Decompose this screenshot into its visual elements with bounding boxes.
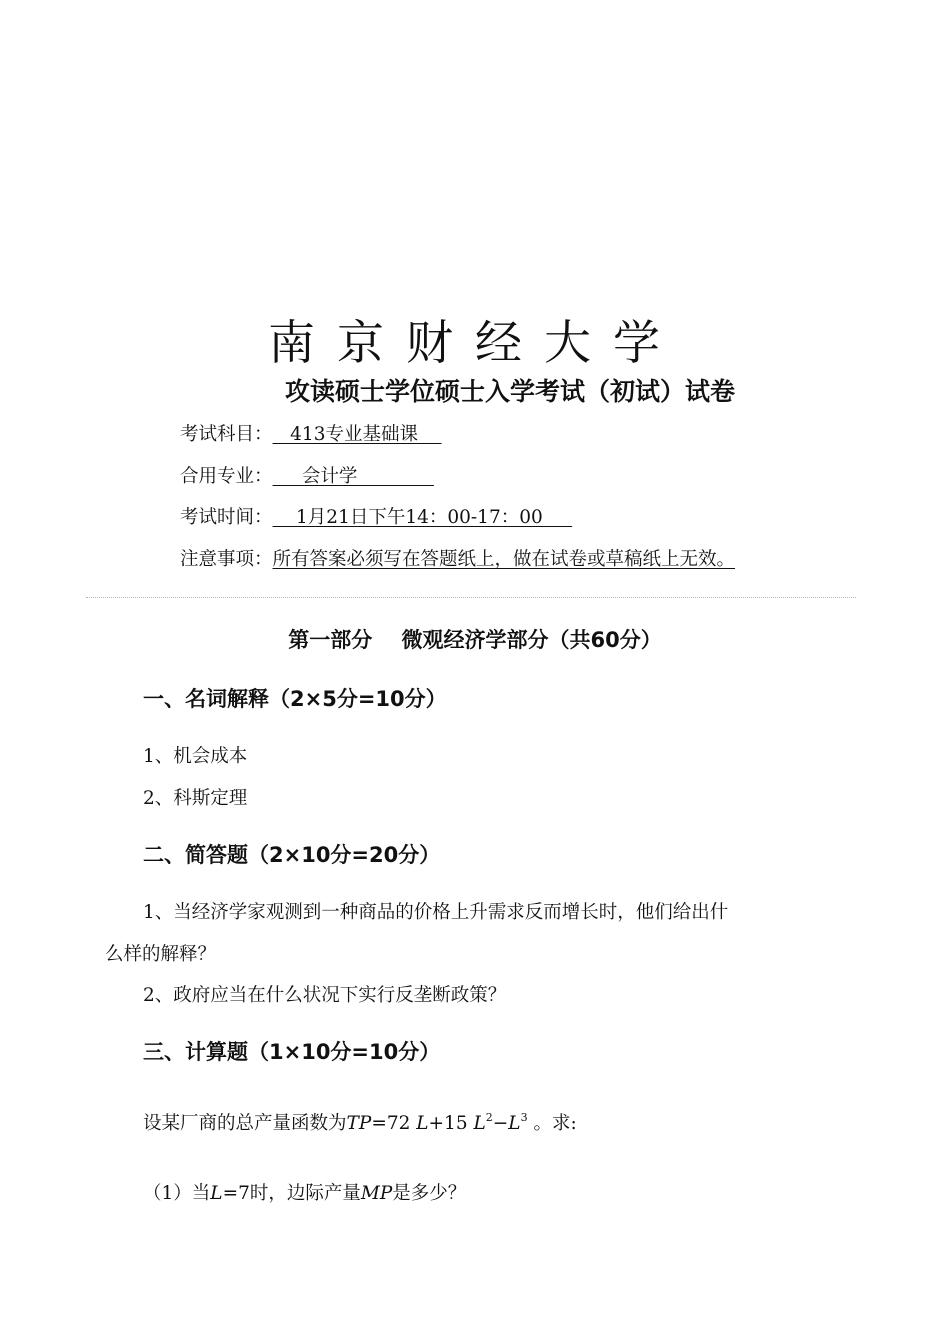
info-label: 考试时间： (180, 507, 273, 528)
formula-mp: MP (360, 1183, 393, 1204)
formula-l: L (473, 1113, 486, 1134)
exam-title: 攻读硕士学位硕士入学考试（初试）试卷 (284, 377, 735, 406)
info-label: 考试科目： (180, 424, 273, 445)
intro-text: 。求: (533, 1113, 577, 1134)
calc-question-1 (143, 1179, 466, 1205)
info-value: 413专业基础课 (272, 424, 442, 445)
formula-l: L (508, 1113, 521, 1134)
university-name: 南京财经大学 (268, 316, 682, 371)
question-item: 1、机会成本 (143, 746, 248, 767)
info-label: 注意事项： (180, 549, 273, 570)
section-heading: 二、简答题（2×10分=20分） (143, 843, 441, 867)
formula-l: L (416, 1113, 429, 1134)
question-item: 1、当经济学家观测到一种商品的价格上升需求反而增长时，他们给出什 (143, 902, 729, 923)
calc-problem-intro (143, 1109, 577, 1135)
info-label: 合用专业： (180, 466, 273, 487)
question-text: （1）当 (143, 1183, 211, 1204)
info-major (180, 462, 434, 488)
formula-exponent: 2 (485, 1111, 493, 1124)
formula-tp: TP (346, 1113, 372, 1134)
info-value: 1月21日下午14：00-17：00 (272, 507, 573, 528)
formula-plus: +15 (428, 1113, 468, 1134)
section-divider (86, 597, 856, 598)
formula-eq: =72 (371, 1113, 411, 1134)
formula-exponent: 3 (520, 1111, 528, 1124)
question-item: 2、科斯定理 (143, 788, 248, 809)
formula-eq: =7 (222, 1183, 250, 1204)
info-subject (180, 420, 442, 446)
question-item-continued: 么样的解释？ (105, 944, 217, 965)
info-time (180, 503, 572, 529)
part-title: 第一部分 微观经济学部分（共60分） (288, 628, 662, 652)
formula-minus: − (492, 1113, 509, 1134)
intro-text: 设某厂商的总产量函数为 (143, 1113, 347, 1134)
section-heading: 一、名词解释（2×5分=10分） (143, 687, 447, 711)
info-value: 所有答案必须写在答题纸上，做在试卷或草稿纸上无效。 (272, 549, 736, 570)
info-notice (180, 545, 735, 571)
question-item: 2、政府应当在什么状况下实行反垄断政策？ (143, 985, 507, 1006)
question-text: 是多少？ (392, 1183, 467, 1204)
info-value: 会计学 (272, 466, 434, 487)
question-text: 时，边际产量 (249, 1183, 361, 1204)
section-heading: 三、计算题（1×10分=10分） (143, 1040, 441, 1064)
formula-l: L (210, 1183, 223, 1204)
